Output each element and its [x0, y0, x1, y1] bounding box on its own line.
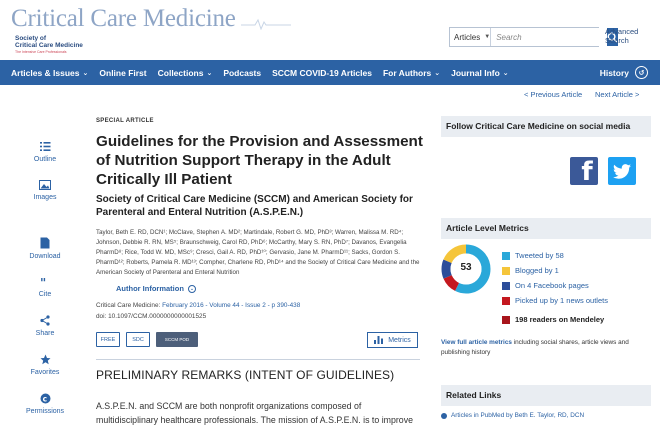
journal-name: Critical Care Medicine:: [96, 302, 163, 309]
sccm-pod-badge[interactable]: SCCM POD: [156, 332, 198, 347]
chevron-circle-down-icon: ⌄: [189, 286, 195, 293]
related-pubmed-label: Articles in PubMed by Beth E. Taylor, RD, DCN: [451, 412, 585, 419]
nav-label: Online First: [99, 67, 147, 78]
search-input[interactable]: [491, 28, 607, 46]
view-full-metrics: [441, 338, 651, 357]
section-heading: PRELIMINARY REMARKS (INTENT OF GUIDELINES): [96, 368, 395, 382]
article-title: Guidelines for the Provision and Assessment of Nutrition Support Therapy in the Adult Critically Ill Patient: [96, 133, 423, 188]
blog-color-icon: [502, 267, 510, 275]
altmetric-tweets-label: Tweeted by 58: [515, 251, 564, 260]
society-logo: [15, 35, 83, 54]
rail-permissions-label: Permissions: [25, 408, 65, 415]
rail-outline-label: Outline: [33, 156, 57, 163]
rail-images[interactable]: [23, 180, 67, 201]
nav-online-first[interactable]: [88, 68, 146, 78]
rail-favorites[interactable]: [23, 354, 67, 376]
rail-share-label: Share: [35, 330, 55, 337]
related-pubmed-link[interactable]: [441, 412, 584, 419]
chevron-down-icon: ⌄: [434, 69, 441, 77]
related-links-heading: Related Links: [441, 385, 651, 406]
image-icon: [39, 180, 51, 190]
altmetric-blogs[interactable]: [502, 266, 559, 275]
sdc-badge[interactable]: SDC: [126, 332, 150, 347]
issue-link[interactable]: February 2016 - Volume 44 - Issue 2 - p 390-438: [162, 302, 301, 309]
site-header: [0, 0, 660, 58]
main-nav: [0, 60, 660, 85]
nav-label: Collections: [157, 67, 204, 78]
star-icon: [40, 354, 51, 365]
doi: doi: 10.1097/CCM.0000000000001525: [96, 313, 207, 321]
history-button[interactable]: [600, 60, 648, 85]
divider: [96, 359, 420, 360]
citation: [96, 300, 300, 322]
view-full-metrics-link[interactable]: View full article metrics: [441, 339, 512, 346]
facebook-color-icon: [502, 282, 510, 290]
nav-label: SCCM COVID-19 Articles: [272, 67, 372, 78]
svg-text:c: c: [42, 394, 47, 404]
nav-covid-articles[interactable]: [261, 68, 372, 78]
view-full-metrics-desc: including social shares, article views and publishing history: [441, 339, 629, 356]
chevron-down-icon: ⌄: [82, 69, 89, 77]
logo-title: Critical Care Medicine: [11, 5, 236, 32]
nav-podcasts[interactable]: [212, 68, 261, 78]
rail-download-label: Download: [29, 253, 61, 260]
advanced-search-line-1: Advanced: [605, 27, 639, 36]
heartbeat-icon: [241, 18, 291, 30]
rail-favorites-label: Favorites: [30, 369, 60, 376]
rail-cite[interactable]: [23, 277, 67, 298]
search-scope-value: Articles: [454, 32, 481, 42]
author-information-label: Author Information: [116, 284, 184, 293]
altmetric-mendeley: [502, 315, 604, 324]
article-metrics-heading: Article Level Metrics: [441, 218, 651, 239]
nav-label: Journal Info: [451, 67, 500, 78]
rail-images-label: Images: [33, 194, 57, 201]
nav-journal-info[interactable]: [440, 68, 509, 78]
nav-collections[interactable]: [147, 68, 213, 78]
article-body: A.S.P.E.N. and SCCM are both nonprofit organizations composed of multidisciplinary healthcare professionals. The mission of A.S.P.E.N. is to improve: [96, 401, 413, 425]
pdf-icon: [40, 237, 50, 249]
society-tagline: The Intensive Care Professionals: [15, 49, 67, 54]
nav-label: Articles & Issues: [11, 67, 80, 78]
rail-share[interactable]: [23, 315, 67, 337]
advanced-search-link[interactable]: [605, 27, 638, 45]
previous-article-link[interactable]: < Previous Article: [524, 90, 583, 99]
nav-articles-issues[interactable]: [0, 68, 88, 78]
advanced-search-line-2: Search: [605, 36, 629, 45]
history-icon: ↺: [635, 66, 648, 79]
bar-chart-icon: [374, 336, 383, 344]
rail-outline[interactable]: [23, 141, 67, 163]
rail-download[interactable]: [23, 237, 67, 260]
outline-icon: [40, 141, 51, 152]
quote-icon: [40, 277, 50, 287]
mendeley-color-icon: [502, 316, 510, 324]
journal-logo[interactable]: [11, 5, 236, 54]
nav-label: For Authors: [382, 67, 432, 78]
altmetric-news[interactable]: [502, 296, 608, 305]
society-line-2: Critical Care Medicine: [15, 42, 83, 50]
share-icon: [40, 315, 50, 326]
article-badges: [96, 332, 198, 347]
author-information-toggle[interactable]: [116, 284, 196, 293]
next-article-link[interactable]: Next Article >: [595, 90, 640, 99]
twitter-icon[interactable]: [608, 157, 636, 185]
facebook-icon[interactable]: f: [570, 157, 598, 185]
altmetric-blogs-label: Blogged by 1: [515, 266, 559, 275]
altmetric-donut[interactable]: [441, 244, 491, 294]
social-media-heading: Follow Critical Care Medicine on social media: [441, 116, 651, 137]
metrics-button[interactable]: [367, 332, 418, 348]
caret-down-icon: ▼: [484, 34, 491, 40]
altmetric-facebook[interactable]: [502, 281, 589, 290]
altmetric-facebook-label: On 4 Facebook pages: [515, 281, 589, 290]
search-scope-select[interactable]: [450, 28, 491, 46]
history-label: History: [599, 67, 629, 78]
rail-cite-label: Cite: [38, 291, 52, 298]
twitter-color-icon: [502, 252, 510, 260]
altmetric-mendeley-label: 198 readers on Mendeley: [515, 315, 605, 324]
search-bar: [449, 27, 599, 47]
chevron-down-icon: ⌄: [206, 69, 213, 77]
copyright-icon: [40, 393, 51, 404]
author-list: Taylor, Beth E. RD, DCN¹; McClave, Stephen A. MD²; Martindale, Robert G. MD, PhD³; Warren, Malissa M. RD⁴; Johnson, Debbie R. RN, MS⁵; Braunschweig, Carol RD, PhD⁶; McCarthy, Mary S. RN, PhD⁷; Davanos, Evangelia PharmD⁸; Rice, Todd W. MD, MSc⁹; Cresci, Gail A. RD, PhD¹⁰; Gervasio, Jane M. PharmD¹¹; Sacks, Gordon S. PharmD¹²; Roberts, Pamela R. MD¹³; Compher, Charlene RD, PhD¹⁴ and the Society of Critical Care Medicine and the American Society of Parenteral and Enteral Nutrition: [96, 229, 420, 277]
altmetric-score: 53: [460, 262, 472, 273]
chevron-down-icon: ⌄: [502, 69, 509, 77]
altmetric-tweets[interactable]: [502, 251, 564, 260]
rail-permissions[interactable]: [23, 393, 67, 415]
free-badge: FREE: [96, 332, 120, 347]
society-line-1: Society of: [15, 35, 47, 42]
altmetric-news-label: Picked up by 1 news outlets: [515, 296, 608, 305]
news-color-icon: [502, 297, 510, 305]
nav-label: Podcasts: [223, 67, 262, 78]
bullet-icon: [441, 413, 447, 419]
svg-text:": ": [40, 277, 47, 287]
metrics-label: Metrics: [388, 336, 411, 344]
article-type: SPECIAL ARTICLE: [96, 118, 154, 124]
nav-for-authors[interactable]: [372, 68, 440, 78]
article-subtitle: Society of Critical Care Medicine (SCCM) and American Society for Parenteral and Enteral Nutrition (A.S.P.E.N.): [96, 194, 413, 218]
